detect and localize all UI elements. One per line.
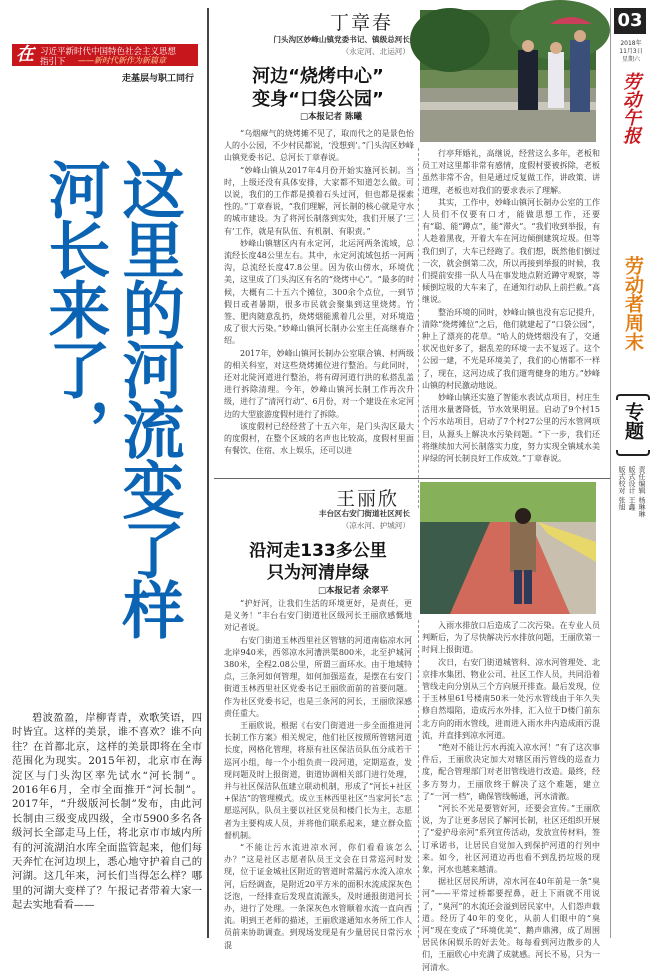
paragraph: 右安门街道玉林西里社区管辖的河道南临凉水河北岸940米，西邻凉水河漕洪渠800米，北至护城河380米，全程2.08公里，所谓三面环水。由于地域特点，三条河如何管理，如何加强巡查，是摆在右安门街道玉林西里社区党委书记王丽欣面前的首要问题。作为社区党委书记，也是三条河的河长，王丽欣深感责任重大。 — [224, 635, 412, 718]
story2-column-divider — [418, 620, 419, 938]
banner-line2-suffix: ——新时代新作为新篇章 — [78, 56, 166, 65]
story-divider — [214, 478, 610, 479]
banner-subtitle: 走基层与职工同行 — [122, 74, 195, 84]
right-column-divider — [610, 8, 611, 938]
banner-badge: 在 — [16, 44, 34, 65]
headline-sub: 河长来了， — [38, 158, 111, 458]
left-column-divider — [207, 8, 209, 938]
story2-column-2 — [422, 620, 600, 972]
story2-photo-image — [420, 482, 596, 614]
paragraph: “妙峰山镇从2017年4月份开始实施河长制。当时，上级还没有具体安排，大家都不知道怎么做。可以说，我们的工作都是摸着石头过河，但也都是探索性的。”丁章春说，“我们理解，河长制的核心就是守水的城市建设。为了将河长制落到实处，我们开展了‘三有’工作，就是有队伍、有机制、有职责。” — [224, 165, 414, 236]
editor-credit: 责任编辑 杨琳琳 — [638, 466, 646, 518]
paragraph: “乌烟瘴气的烧烤摊不见了，取而代之的是景色怡人的小公园，不少村民都说，‘没想到’。”门头沟区妙峰山镇党委书记、总河长丁章春说。 — [224, 129, 414, 163]
story1-photo — [420, 10, 596, 142]
story1-photo-image — [420, 10, 596, 142]
masthead — [612, 6, 650, 936]
story2-title-line1: 沿河走133多公里 — [249, 541, 387, 561]
paragraph: 入雨水排放口后造成了二次污染。在专业人员判断后，为了尽快解决污水排放问题，王丽欣第一时间上报街道。 — [422, 621, 600, 655]
paragraph: 次日，右安门街道城管科、凉水河管理处、北京排水集团、物业公司、社区工作人员，共同沿着管线走向分别从三个方向展开排查。最后发现，位于玉林里61号楼南50米一处污水管线由于年久失修自然塌陷，造成污水外排，汇入位于D楼门前东北方向的雨水管线，进而进入雨水井内造成雨污混流，并直排到凉水河道。 — [422, 657, 600, 740]
headline-main: 这里的河流变了样 — [112, 158, 185, 638]
paragraph: 该度假村已经经营了十五六年，是门头沟区最大的度假村，在整个区域的名声也比较高，度假村里面有餐饮、住宿、水上娱乐，还可以进 — [224, 421, 414, 456]
story1-column-2 — [422, 148, 600, 508]
column-name-bracket-right — [616, 450, 650, 456]
story2-byline: □本报记者 余翠平 — [318, 586, 389, 596]
newspaper-logo: 劳动午报 — [620, 72, 641, 144]
story2-column-1 — [224, 598, 412, 950]
paragraph: “不能让污水流进凉水河，你们看看该怎么办？”这是社区志愿者队员王文会在日常巡河时发现，位于证金城社区附近的管道时常漏污水流入凉水河，后经调查，是附近20平方米的面积水流成深灰色泛泡，一经排查后发现直流源头，及时通报街道河长办，进行了处理。一条深灰色水管顺着水流一直向西流。明到王老师的描述，王丽欣遂通知水务所工作人员前来协助调查。到现场发现是有少量居民日常污水混 — [224, 843, 412, 950]
topic-banner — [12, 44, 198, 84]
paragraph: 王丽欣说，根据《右安门街道进一步全面推进河长制工作方案》相关规定，他们社区按照所管辖河道长度，网格化管理，将原有社区保洁员队伍分成若干巡河小组，每一个小组负责一段河道，定期巡查，发现问题及时上报街道，街道协调相关部门进行处理，并与社区保洁队伍建立联动机制，形成了“河长+社区+保洁”的管理模式。成立玉林西里社区“当家河长”志愿巡河队，队员主要以社区党员和楼门长为主，志愿者为主要构成人员，并将他们联系起来，建立群众监督机制。 — [224, 721, 412, 840]
story1-column-1 — [224, 128, 414, 508]
paragraph: 妙峰山镇还实施了智能水表试点项目，村庄生活用水量著降低，节水效果明显。启动了9个村15个污水站项目，启动了7个村27公里的污水管网项目，从源头上解决水污染问题。“下一步，我们还将继续加大河长制落实力度，努力实现全镇域水美岸绿的河长制良好工作成效。”丁章春说。 — [422, 393, 600, 464]
proofreader-credit: 版式校对 张旭 — [618, 466, 626, 511]
paragraph: 据社区居民所讲，凉水河在40年前是一条“臭河”——平常过桥都要捏鼻，赶上下雨就不用说了，“臭河”的水流还会溢到居民家中，人们怨声载道。经历了40年的变化，从前人们眼中的“臭河”现在变成了“环境优美”、鹅声鼎沸，成了周围居民休闲娱乐的好去处。每每看到河边散步的人们，王丽欣心中充满了成就感。河长不易，只为一河清水。 — [422, 877, 600, 972]
story1-column-divider — [418, 148, 419, 508]
story1-name: 丁章春 — [330, 12, 394, 34]
paragraph: “河长不光是要管好河，还要会宣传。”王丽欣说，为了让更多居民了解河长制，社区还组织开展了“爱护母亲河”系列宣传活动，发放宣传材料，签订承诺书，让居民自觉加入到保护河道的行列中来。如今，社区河道边再也看不到乱扔垃圾的现象，河水也越来越清。 — [422, 804, 600, 875]
story1-position: 门头沟区妙峰山镇党委书记、镇级总河长 — [273, 35, 410, 44]
issue-date: 11月3日 — [619, 48, 643, 55]
paragraph: 妙峰山镇辖区内有永定河，北运河两条流域，总流经长度48公里左右。其中，永定河流域包括一河两沟，总流经长度47.8公里。因为依山傍水，环境优美，这里成了门头沟区有名的“烧烤中心”。“最多的时候，大概有二十五六个摊位，300余个点位，一到节假日或者暑期，很多市民就会聚集到这里烧烤。竹签、肥肉随意乱扔，烧烤烟能熏着几公里，对环境造成了很大污染。”妙峰山镇河长制办公室主任高继春介绍。 — [224, 238, 414, 346]
banner-line2-prefix: 指引下 — [40, 57, 66, 67]
issue-weekday: 星期六 — [621, 56, 640, 63]
column-name: 专题 — [622, 402, 644, 440]
issue-year: 2018年 — [620, 40, 642, 47]
story2-river: （凉水河、护城河） — [341, 521, 410, 530]
story2-title-line2: 只为河清岸绿 — [267, 563, 369, 583]
story2-photo — [420, 482, 596, 614]
paragraph: 整治环境的同时，妙峰山镇也没有忘记提升，清除“烧烤摊位”之后，他们就建起了“口袋公园”，种上了漂亮的花草。“哈人的烧烤烟没有了，交通状况也好多了，据乱差的环境一去不复返了。这个公园一建，不光是环境美了，我们的心情都不一样了，现在，这河边成了我们遛弯健身的地方。”妙峰山镇的村民激动地说。 — [422, 307, 600, 390]
column-name-bracket-left — [616, 394, 650, 400]
story1-river: （永定河、北运河） — [341, 47, 410, 56]
page-number: 03 — [614, 8, 646, 34]
story2-position: 丰台区右安门街道社区河长 — [318, 509, 410, 518]
paragraph: “绝对不能让污水再流入凉水河！”有了这次事件后，王丽欣决定加大对辖区雨污管线的巡查力度，配合管理部门对老旧管线进行改造。最终，经多方努力，王丽欣终于解决了这个难题，建立了“一河一档”，确保管线畅通，河水清澈。 — [422, 743, 600, 801]
story1-title-line2: 变身“口袋公园” — [252, 89, 384, 110]
story2-name: 王丽欣 — [336, 488, 400, 510]
paragraph: “护好河，让我们生活的环境更好，是责任，更是义务！”丰台右安门街道社区级河长王丽欣感慨地对记者说。 — [224, 599, 412, 633]
paragraph: 其实，工作中，妙峰山镇河长制办公室的工作人员们不仅要有口才，能做思想工作，还要有“聪、能“蹲点”，能“滞火”。“我们收到举报，有人趁着黑夜，开着大车在河边倾倒建筑垃圾。但等我们到了，大车已经跑了。我们想，既然他们倒过一次，就会倒第二次，所以再接到举报的时候，我们提前安排一队人马在事发地点附近蹲守观察，等倾倒垃圾的大车来了，在通知行动队上前拦截。”高继说。 — [422, 197, 600, 305]
paragraph: 行亭拜婚礼，高继说，经营这么多年，老板和员工对这里都非常有感情，度假村要被拆除，老板虽然非常不舍，但是通过反复做工作，讲政策、讲道理，老板也对我们的要求表示了理解。 — [422, 149, 600, 195]
section-name: 劳动者周末 — [622, 256, 644, 351]
intro-paragraph: 碧波盈盈，岸柳青青，欢歌笑语，四时皆宜。这样的美景，谁不喜欢？谁不向往？在首都北京，这样的美景即将在全市范围化为现实。2015年初，北京市在海淀区与门头沟区率先试水“河长制”。2016年6月，全市全面推开“河长制”。2017年，“升级版河长制”发布，由此河长制由三级变成四级，全市5900多名各级河长全部走马上任，将北京市市域内所有的河流湖泊水库全面监管起来，他们每天奔忙在河边坝上，悉心地守护着自己的河湖。这几年来，河长们当得怎么样？哪里的河湖大变样了？午报记者带着大家一起去实地看看—— — [12, 712, 202, 912]
banner-line1: 习近平新时代中国特色社会主义思想 — [40, 47, 177, 57]
story1-title-line1: 河边“烧烤中心” — [252, 66, 384, 87]
paragraph: 2017年，妙峰山镇河长制办公室联合镇、村两级的相关科室，对这些烧烤摊位进行整治。与此同时，还对北陡河道进行整治，将有碍河道行洪的私搭乱盖进行拆除清理。今年，妙峰山镇河长制工作再次升级，进行了“清河行动”、6月份，对一个建设在永定河边的大型旅游度假村进行了拆除。 — [224, 348, 414, 419]
story1-byline: □本报记者 陈曦 — [300, 112, 362, 122]
designer-credit: 版式设计 王鑫 — [628, 466, 636, 511]
